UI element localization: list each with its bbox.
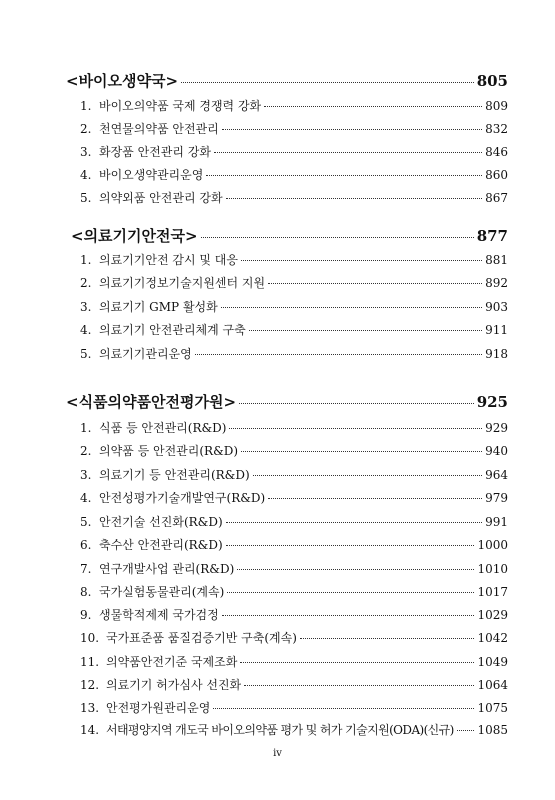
dot-leader bbox=[226, 198, 483, 199]
entry-title: 의료기기 허가심사 선진화 bbox=[106, 678, 242, 692]
entry-number: 14. bbox=[80, 723, 100, 737]
toc-entry[interactable] bbox=[80, 274, 508, 291]
entry-page-number: 929 bbox=[485, 421, 508, 435]
entry-page-number: 867 bbox=[485, 191, 508, 205]
entry-title: 식품 등 안전관리(R&D) bbox=[99, 421, 227, 435]
dot-leader bbox=[237, 569, 474, 570]
entry-number: 8. bbox=[80, 585, 92, 599]
toc-entry[interactable] bbox=[80, 699, 508, 716]
entry-page-number: 911 bbox=[485, 323, 508, 337]
entry-page-number: 1042 bbox=[477, 631, 508, 645]
entry-number: 12. bbox=[80, 678, 100, 692]
dot-leader bbox=[253, 475, 482, 476]
dot-leader bbox=[201, 237, 474, 238]
dot-leader bbox=[213, 708, 474, 709]
entry-title: 의약외품 안전관리 강화 bbox=[99, 191, 223, 205]
entry-number: 9. bbox=[80, 608, 92, 622]
entry-title: 국가표준품 품질검증기반 구축(계속) bbox=[106, 631, 297, 645]
toc-entry[interactable] bbox=[80, 442, 508, 459]
entry-page-number: 892 bbox=[485, 276, 508, 290]
section-page-number: 805 bbox=[476, 72, 508, 90]
entry-title: 바이오생약관리운영 bbox=[99, 168, 204, 182]
entry-number: 1. bbox=[80, 99, 92, 113]
entry-number: 3. bbox=[80, 145, 92, 159]
dot-leader bbox=[195, 354, 482, 355]
entry-page-number: 964 bbox=[485, 468, 508, 482]
entry-page-number: 860 bbox=[485, 168, 508, 182]
entry-title: 화장품 안전관리 강화 bbox=[99, 145, 211, 159]
entry-title: 생물학적제제 국가검정 bbox=[99, 608, 219, 622]
entry-page-number: 881 bbox=[485, 253, 508, 267]
entry-page-number: 1017 bbox=[477, 585, 508, 599]
dot-leader bbox=[244, 685, 474, 686]
toc-entry[interactable] bbox=[80, 251, 508, 268]
entry-page-number: 991 bbox=[485, 515, 508, 529]
toc-entry[interactable] bbox=[80, 321, 508, 338]
entry-title: 의료기기 등 안전관리(R&D) bbox=[99, 468, 250, 482]
entry-number: 5. bbox=[80, 515, 92, 529]
entry-page-number: 1010 bbox=[477, 562, 508, 576]
dot-leader bbox=[222, 129, 482, 130]
toc-entry[interactable] bbox=[80, 676, 508, 693]
toc-entry[interactable] bbox=[80, 166, 508, 183]
dot-leader bbox=[229, 428, 482, 429]
entry-number: 1. bbox=[80, 421, 92, 435]
section-title: <바이오생약국> bbox=[66, 72, 179, 90]
entry-title: 서태평양지역 개도국 바이오의약품 평가 및 허가 기술지원(ODA)(신규) bbox=[106, 723, 454, 737]
entry-page-number: 918 bbox=[485, 347, 508, 361]
entry-page-number: 903 bbox=[485, 300, 508, 314]
entry-number: 3. bbox=[80, 468, 92, 482]
dot-leader bbox=[214, 152, 482, 153]
entry-page-number: 979 bbox=[485, 491, 508, 505]
toc-entry[interactable] bbox=[80, 120, 508, 137]
entry-page-number: 1049 bbox=[477, 655, 508, 669]
toc-entry[interactable] bbox=[80, 189, 508, 206]
dot-leader bbox=[241, 260, 482, 261]
entry-page-number: 846 bbox=[485, 145, 508, 159]
dot-leader bbox=[249, 330, 482, 331]
entry-number: 1. bbox=[80, 253, 92, 267]
toc-entry[interactable] bbox=[80, 298, 508, 315]
toc-entry[interactable] bbox=[80, 489, 508, 506]
entry-page-number: 809 bbox=[485, 99, 508, 113]
entry-title: 의약품안전기준 국제조화 bbox=[106, 655, 238, 669]
toc-entry[interactable] bbox=[80, 629, 508, 646]
entry-number: 2. bbox=[80, 444, 92, 458]
entry-title: 안전성평가기술개발연구(R&D) bbox=[99, 491, 266, 505]
section-page-number: 877 bbox=[476, 227, 508, 245]
entry-page-number: 1029 bbox=[477, 608, 508, 622]
toc-entry[interactable] bbox=[80, 583, 508, 600]
entry-number: 5. bbox=[80, 191, 92, 205]
entry-number: 7. bbox=[80, 562, 92, 576]
toc-entry[interactable] bbox=[80, 653, 508, 670]
dot-leader bbox=[268, 498, 482, 499]
toc-entry[interactable] bbox=[80, 560, 508, 577]
entry-title: 바이오의약품 국제 경쟁력 강화 bbox=[99, 99, 262, 113]
entry-number: 5. bbox=[80, 347, 92, 361]
entry-title: 의료기기관리운영 bbox=[99, 347, 192, 361]
toc-entry[interactable] bbox=[80, 466, 508, 483]
entry-number: 11. bbox=[80, 655, 100, 669]
toc-entry[interactable] bbox=[80, 606, 508, 623]
section-title: <의료기기안전국> bbox=[71, 227, 198, 245]
entry-number: 13. bbox=[80, 701, 100, 715]
entry-title: 의료기기 안전관리체계 구축 bbox=[99, 323, 246, 337]
dot-leader bbox=[241, 451, 482, 452]
entry-number: 3. bbox=[80, 300, 92, 314]
entry-title: 안전평가원관리운영 bbox=[106, 701, 211, 715]
entry-title: 국가실험동물관리(계속) bbox=[99, 585, 225, 599]
entry-number: 4. bbox=[80, 168, 92, 182]
entry-number: 6. bbox=[80, 538, 92, 552]
entry-number: 2. bbox=[80, 276, 92, 290]
dot-leader bbox=[221, 307, 482, 308]
section-page-number: 925 bbox=[476, 393, 508, 411]
entry-title: 연구개발사업 관리(R&D) bbox=[99, 562, 235, 576]
toc-entry[interactable] bbox=[80, 97, 508, 114]
entry-number: 2. bbox=[80, 122, 92, 136]
toc-entry[interactable] bbox=[80, 721, 508, 738]
entry-title: 천연물의약품 안전관리 bbox=[99, 122, 219, 136]
dot-leader bbox=[264, 106, 482, 107]
entry-page-number: 1075 bbox=[477, 701, 508, 715]
entry-title: 의료기기정보기술지원센터 지원 bbox=[99, 276, 266, 290]
entry-number: 4. bbox=[80, 491, 92, 505]
page-footer-number: iv bbox=[273, 748, 282, 759]
toc-entry[interactable] bbox=[80, 345, 508, 362]
entry-title: 의약품 등 안전관리(R&D) bbox=[99, 444, 239, 458]
dot-leader bbox=[227, 592, 474, 593]
section-heading[interactable] bbox=[66, 70, 508, 91]
entry-page-number: 940 bbox=[485, 444, 508, 458]
dot-leader bbox=[239, 403, 474, 404]
dot-leader bbox=[268, 283, 482, 284]
entry-page-number: 1064 bbox=[477, 678, 508, 692]
toc-entry[interactable] bbox=[80, 143, 508, 160]
entry-title: 의료기기 GMP 활성화 bbox=[99, 300, 218, 314]
dot-leader bbox=[222, 615, 475, 616]
dot-leader bbox=[181, 82, 474, 83]
dot-leader bbox=[300, 638, 475, 639]
entry-number: 10. bbox=[80, 631, 100, 645]
dot-leader bbox=[240, 662, 474, 663]
entry-page-number: 1085 bbox=[477, 723, 508, 737]
entry-page-number: 1000 bbox=[477, 538, 508, 552]
dot-leader bbox=[226, 522, 482, 523]
entry-page-number: 832 bbox=[485, 122, 508, 136]
section-heading[interactable] bbox=[71, 225, 508, 246]
entry-title: 안전기술 선진화(R&D) bbox=[99, 515, 223, 529]
toc-entry[interactable] bbox=[80, 513, 508, 530]
entry-title: 축수산 안전관리(R&D) bbox=[99, 538, 223, 552]
section-heading[interactable] bbox=[66, 391, 508, 412]
section-title: <식품의약품안전평가원> bbox=[66, 393, 237, 411]
dot-leader bbox=[206, 175, 482, 176]
toc-entry[interactable] bbox=[80, 536, 508, 553]
entry-number: 4. bbox=[80, 323, 92, 337]
entry-title: 의료기기안전 감시 및 대응 bbox=[99, 253, 238, 267]
dot-leader bbox=[226, 545, 475, 546]
dot-leader bbox=[457, 730, 475, 731]
toc-entry[interactable] bbox=[80, 419, 508, 436]
